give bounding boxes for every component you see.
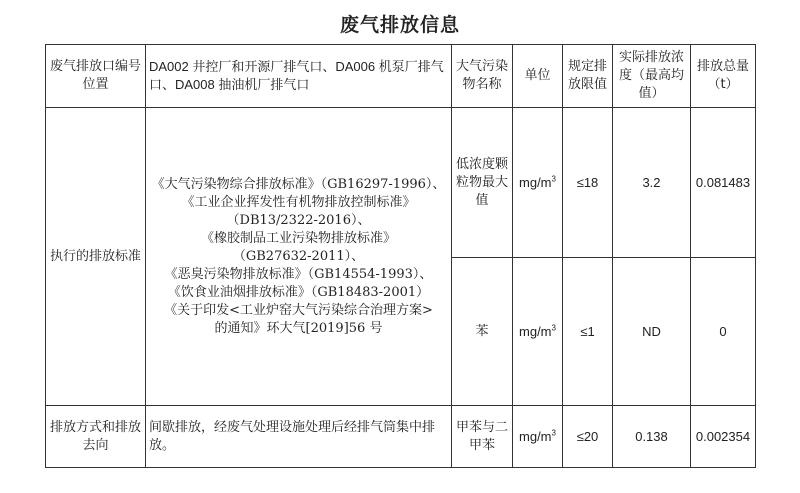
total-header: 排放总量（t） [691,45,756,108]
table-row [46,406,756,468]
limit-cell: ≤1 [563,258,613,406]
standard-line: 《关于印发<工业炉窑大气污染综合治理方案> [164,302,433,318]
standard-line: （GB27632-2011）、 [232,248,365,264]
standard-line: （DB13/2322-2016）、 [226,212,371,228]
pollutant-cell: 低浓度颗粒物最大值 [452,108,513,258]
actual-cell: 0.138 [613,406,691,468]
total-cell: 0.002354 [691,406,756,468]
standard-line: 《恶臭污染物排放标准》（GB14554-1993）、 [164,266,433,282]
standard-line: 《工业企业挥发性有机物排放控制标准》 [181,194,416,210]
page-title: 废气排放信息 [339,14,460,36]
standards-label-cell: 执行的排放标准 [46,108,146,406]
outlet-value-cell: DA002 井控厂和开源厂排气口、DA006 机泵厂排气口、DA008 抽油机厂排气口 [146,45,452,108]
emission-table [45,44,756,468]
method-label-cell: 排放方式和排放去向 [46,406,146,468]
unit-header: 单位 [513,45,563,108]
standard-line: 《饮食业油烟排放标准》（GB18483-2001） [167,284,430,300]
standards-cell [146,108,452,406]
actual-cell: 3.2 [613,108,691,258]
total-cell: 0 [691,258,756,406]
method-value-cell: 间歇排放，经废气处理设施处理后经排气筒集中排放。 [146,406,452,468]
unit-cell: $mg/m^3$ [513,108,563,258]
table-row [46,108,756,258]
outlet-label-cell: 废气排放口编号位置 [46,45,146,108]
standard-line: 的通知》环大气[2019]56 号 [214,320,383,336]
unit-cell: $mg/m^3$ [513,406,563,468]
pollutant-cell: 苯 [452,258,513,406]
limit-cell: ≤18 [563,108,613,258]
limit-cell: ≤20 [563,406,613,468]
actual-cell: ND [613,258,691,406]
pollutant-name-header: 大气污染物名称 [452,45,513,108]
standard-line: 《大气污染物综合排放标准》（GB16297-1996）、 [151,176,446,192]
standard-line: 《橡胶制品工业污染物排放标准》 [200,230,396,246]
actual-header: 实际排放浓度（最高均值） [613,45,691,108]
unit-cell: $mg/m^3$ [513,258,563,406]
pollutant-cell: 甲苯与二甲苯 [452,406,513,468]
total-cell: 0.081483 [691,108,756,258]
limit-header: 规定排放限值 [563,45,613,108]
header-row [46,45,756,108]
